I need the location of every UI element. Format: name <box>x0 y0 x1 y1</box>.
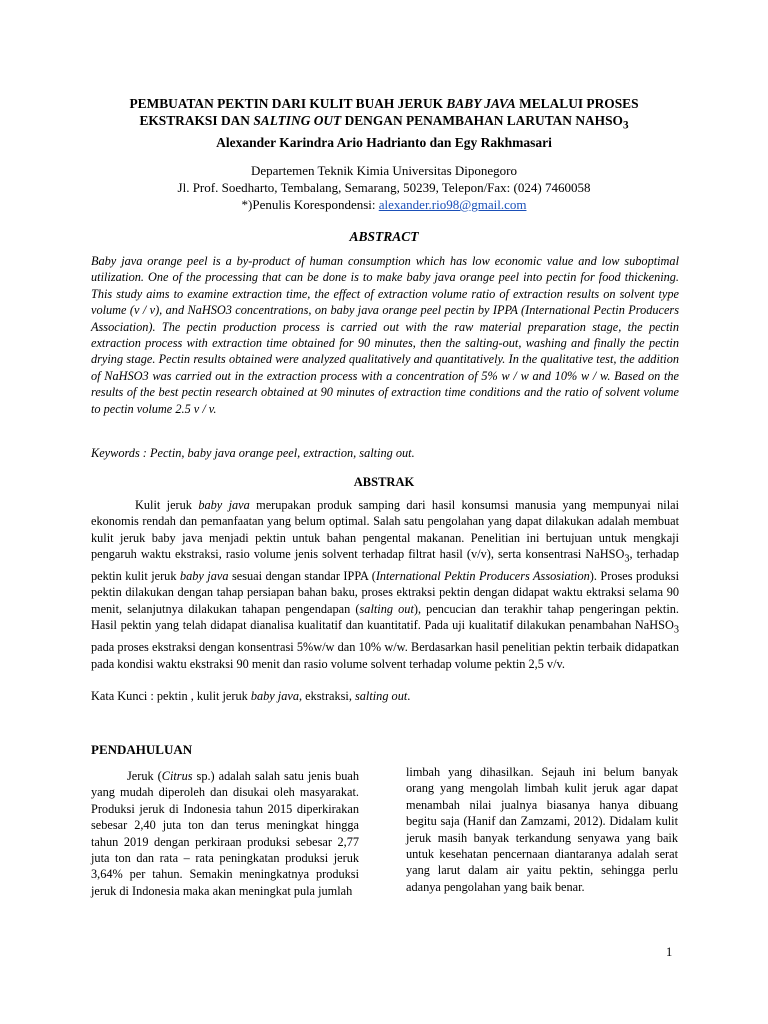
title-text: MELALUI PROSES <box>515 96 639 111</box>
title-text: PEMBUATAN PEKTIN DARI KULIT BUAH JERUK <box>129 96 447 111</box>
affiliation <box>80 162 688 213</box>
title-italic: BABY JAVA <box>446 96 516 111</box>
abstract-heading: ABSTRACT <box>349 229 419 244</box>
abstrak-text: Kulit jeruk baby java merupakan produk samping dari hasil konsumsi manusia yang mempunyai nilai ekonomis rendah dan pemanfaatan yang belum optimal. Salah satu pengolahan yang dapat dilakukan adalah membuat kulit jeruk baby java menjadi pektin untuk bahan pengental makanan. Penelitian ini bertujuan untuk mengkaji pengaruh waktu ekstraksi, rasio volume jenis solvent terhadap filtrat hasil (v/v), serta konsentrasi NaHSO$_3$, terhadap pektin kulit jeruk baby java sesuai dengan standar IPPA (International Pektin Producers Assosiation). Proses produksi pektin dilakukan dengan tahap persiapan bahan baku, proses ektraksi pektin dengan didapat waktu ektraksi selama 90 menit, selanjutnya dilakukan tahapan pengendapan (salting out), pencucian dan terakhir tahap pengeringan pektin. Hasil pektin yang telah didapat dianalisa kualitatif dan kuantitatif. Pada uji kualitatif dilakukan penambahan NaHSO$_3$ pada proses ekstraksi dengan konsentrasi 5%w/w dan 10% w/w. Berdasarkan hasil penelitian pektin terbaik didapatkan pada kondisi waktu ekstraksi 90 menit dan rasio volume solvent terhadap volume pektin 2,5 v/v. <box>91 498 680 671</box>
section-heading-introduction: PENDAHULUAN <box>91 742 193 757</box>
abstrak-heading: ABSTRAK <box>353 475 415 489</box>
title-text: DENGAN PENAMBAHAN LARUTAN NAHSO <box>341 113 623 128</box>
title-subscript: 3 <box>622 119 629 132</box>
introduction-left-column: Jeruk (Citrus sp.) adalah salah satu jenis buah yang mudah diperoleh dan disukai oleh masyarakat. Produksi jeruk di Indonesia tahun 2015 diperkirakan sebesar 2,40 juta ton dan terus meningkat hingga tahun 2019 dengan perkiraan produksi sebesar 2,77 juta ton dan rata – rata peningkatan produksi jeruk 3,64% per tahun. Semakin meningkatnya produksi jeruk di Indonesia maka akan meningkat pula jumlah <box>91 769 359 898</box>
abstract-text: Baby java orange peel is a by-product of human consumption which has low economic value and low suboptimal utilization. One of the processing that can be done is to make baby java orange peel into pectin for food thickening. This study aims to examine extraction time, the effect of extraction volume ratio of extraction results on solvent type volume (v / v), and NaHSO3 concentrations, on baby java orange peel pectin by IPPA (International Pectin Producers Association). The pectin production process is carried out with the raw material preparation stage, the pectin extraction process with extraction time obtained for 90 minutes, then the salting-out, washing and finally the pectin drying stage. Pectin results obtained were analyzed qualitatively and quantitatively. In the qualitative test, the addition of NaHSO3 was carried out in the extraction process with a concentration of 5% w / w and 10% w / w. Based on the results of the best pectin research obtained at 90 minutes of extraction time conditions and the ratio of solvent volume to pectin volume 2.5 v / v. <box>91 254 679 416</box>
title-italic: SALTING OUT <box>253 113 342 128</box>
department: Departemen Teknik Kimia Universitas Diponegoro <box>250 163 517 178</box>
correspondence-label: *)Penulis Korespondensi: <box>241 197 379 212</box>
page-number: 1 <box>666 945 673 959</box>
keywords-indonesian: Kata Kunci : pektin , kulit jeruk baby java, ekstraksi, salting out. <box>91 689 411 703</box>
introduction-right-column: limbah yang dihasilkan. Sejauh ini belum banyak orang yang mengolah limbah kulit jeruk agar dapat menambah nilai jualnya biasanya hanya dibuang begitu saja (Hanif dan Zamzami, 2012). Didalam kulit jeruk masih banyak terkandung senyawa yang baik untuk kesehatan pencernaan diantaranya adalah serat yang larut dalam air yaitu pektin, sehingga perlu adanya pengolahan yang baik benar. <box>406 765 678 894</box>
keywords-english: Keywords : Pectin, baby java orange peel, extraction, salting out. <box>91 446 415 460</box>
correspondence <box>80 196 688 213</box>
title-text: EKSTRAKSI DAN <box>139 113 254 128</box>
authors: Alexander Karindra Ario Hadrianto dan Egy Rakhmasari <box>216 135 552 150</box>
paper-title <box>80 95 688 135</box>
address: Jl. Prof. Soedharto, Tembalang, Semarang, 50239, Telepon/Fax: (024) 7460058 <box>177 180 591 195</box>
email-link[interactable]: alexander.rio98@gmail.com <box>378 197 527 212</box>
